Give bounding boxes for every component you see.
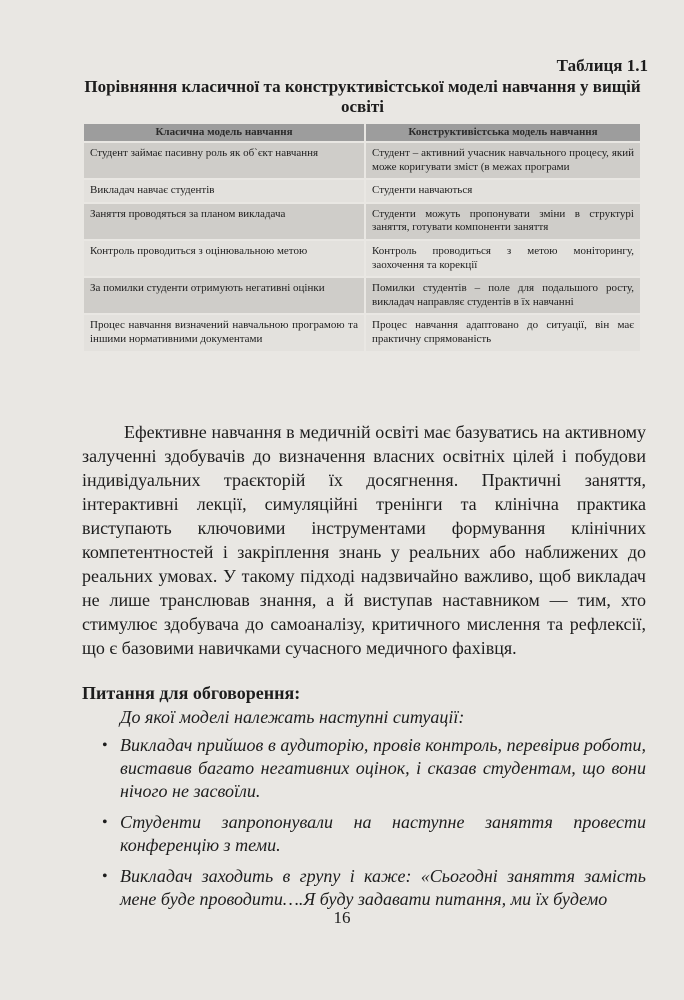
discussion-section [82, 682, 646, 919]
page-number: 16 [333, 908, 351, 927]
bullet-icon: • [102, 737, 108, 754]
constructivist-cell: Контроль проводиться з метою моніторингу, заохочення та корекції [365, 240, 640, 277]
body-paragraph [82, 420, 646, 660]
list-item-text: Викладач заходить в групу і каже: «Сьогодні заняття замість мене буде проводити….Я буду задавати питання, ми їх будемо [120, 866, 646, 909]
classic-cell: Студент займає пасивну роль як об`єкт навчання [84, 142, 365, 179]
constructivist-cell: Студенти можуть пропонувати зміни в структурі заняття, готувати компоненти заняття [365, 203, 640, 240]
header-classic-model: Класична модель навчання [84, 124, 365, 142]
constructivist-cell: Студент – активний учасник навчального процесу, який може коригувати зміст (в межах програми [365, 142, 640, 179]
comparison-table [84, 124, 640, 353]
bullet-icon: • [102, 868, 108, 885]
classic-cell: Заняття проводяться за планом викладача [84, 203, 365, 240]
table-row [84, 314, 640, 351]
table-row [84, 179, 640, 203]
body-paragraph-text: Ефективне навчання в медичній освіті має базуватись на активному залученні здобувачів до визначення власних освітніх цілей і побудови індивідуальних траєкторій їх досягнення. Практичні заняття, інтерактивні лекції, симуляційні тренінги та клінічна практика виступають ключовими інструментами формування клінічних компетентностей і закріплення знань у реальних або наближених до реальних умовах. У такому підході надзвичайно важливо, щоб викладач не лише транслював знання, а й виступав наставником — тим, хто стимулює здобувача до самоаналізу, критичного мислення та рефлексії, що є базовими навичками сучасного медичного фахівця. [82, 422, 646, 658]
table-row [84, 240, 640, 277]
list-item [82, 734, 646, 803]
table-label: Таблиця 1.1 [556, 56, 648, 75]
header-constructivist-model: Конструктивістська модель навчання [365, 124, 640, 142]
discussion-intro: До якої моделі належать наступні ситуації: [120, 707, 465, 727]
discussion-heading: Питання для обговорення: [82, 683, 301, 703]
list-item-text: Викладач прийшов в аудиторію, провів контроль, перевірив роботи, виставив багато негативних оцінок, і сказав студентам, що вони нічого не засвоїли. [120, 735, 646, 801]
constructivist-cell: Студенти навчаються [365, 179, 640, 203]
constructivist-cell: Процес навчання адаптовано до ситуації, він має практичну спрямованість [365, 314, 640, 351]
table-row [84, 203, 640, 240]
table-header-row [84, 124, 640, 142]
bullet-icon: • [102, 814, 108, 831]
table-row [84, 142, 640, 179]
classic-cell: Контроль проводиться з оцінювальною метою [84, 240, 365, 277]
constructivist-cell: Помилки студентів – поле для подальшого росту, викладач направляє студентів в їх навчанні [365, 277, 640, 314]
list-item [82, 811, 646, 857]
table-title: Порівняння класичної та конструктивістської моделі навчання у вищій освіті [84, 77, 641, 116]
classic-cell: Процес навчання визначений навчальною програмою та іншими нормативними документами [84, 314, 365, 351]
classic-cell: За помилки студенти отримують негативні оцінки [84, 277, 365, 314]
table-row [84, 277, 640, 314]
list-item [82, 865, 646, 911]
discussion-list [82, 734, 646, 911]
classic-cell: Викладач навчає студентів [84, 179, 365, 203]
list-item-text: Студенти запропонували на наступне заняття провести конференцію з теми. [120, 812, 646, 855]
